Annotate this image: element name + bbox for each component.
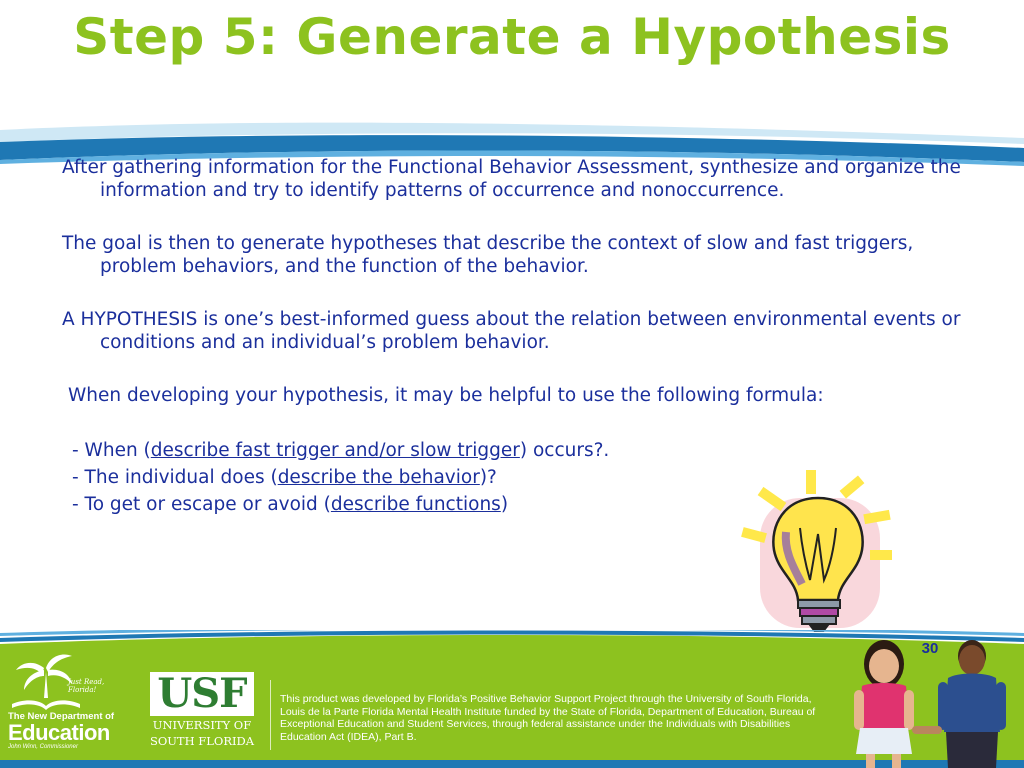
usf-logo: USF (150, 672, 254, 716)
formula-suffix: ) (500, 494, 509, 515)
formula-link[interactable]: describe functions (330, 494, 501, 515)
paragraph: The goal is then to generate hypotheses that describe the context of slow and fast triggers, problem behaviors, and the function of the behavior. (62, 233, 914, 277)
formula-line (62, 437, 962, 464)
page-number: 30 (921, 640, 939, 657)
formula-prefix: - To get or escape or avoid ( (72, 494, 331, 515)
fdoe-tagline: Just Read, Florida! (68, 678, 105, 694)
footer-divider (270, 680, 271, 750)
slide-title: Step 5: Generate a Hypothesis (73, 8, 951, 66)
usf-line1: UNIVERSITY OF (152, 718, 252, 732)
formula-suffix: )? (479, 467, 497, 488)
formula-suffix: ) occurs?. (519, 440, 610, 461)
paragraph: A HYPOTHESIS is one’s best-informed guess about the relation between environmental events or conditions and an individual’s problem behavior. (62, 309, 961, 353)
usf-line2: SOUTH FLORIDA (149, 734, 255, 748)
fdoe-line3: John Winn, Commissioner (8, 744, 78, 750)
formula-prefix: - The individual does ( (72, 467, 278, 488)
paragraph: After gathering information for the Functional Behavior Assessment, synthesize and organize the information and try to identify patterns of occurrence and nonoccurrence. (62, 157, 961, 201)
fdoe-line2: Education (8, 720, 110, 745)
lightbulb-icon (740, 468, 896, 640)
formula-intro: When developing your hypothesis, it may be helpful to use the following formula: (68, 385, 824, 406)
slide-body (62, 156, 962, 518)
formula-link[interactable]: describe fast trigger and/or slow trigger (150, 440, 520, 461)
formula-link[interactable]: describe the behavior (277, 467, 480, 488)
children-photo-icon (840, 636, 1024, 768)
credit-text: This product was developed by Florida’s Positive Behavior Support Project through the University of South Florida, Louis de la Parte Florida Mental Health Institute funded by the State of Florida, Department of Education, Bureau of Exceptional Education and Student Services, through federal assistance under the Individuals with Disabilities Education Act (IDEA), Part B. (280, 693, 816, 743)
fdoe-line1: The New Department of (8, 711, 115, 722)
formula-prefix: - When ( (72, 440, 151, 461)
